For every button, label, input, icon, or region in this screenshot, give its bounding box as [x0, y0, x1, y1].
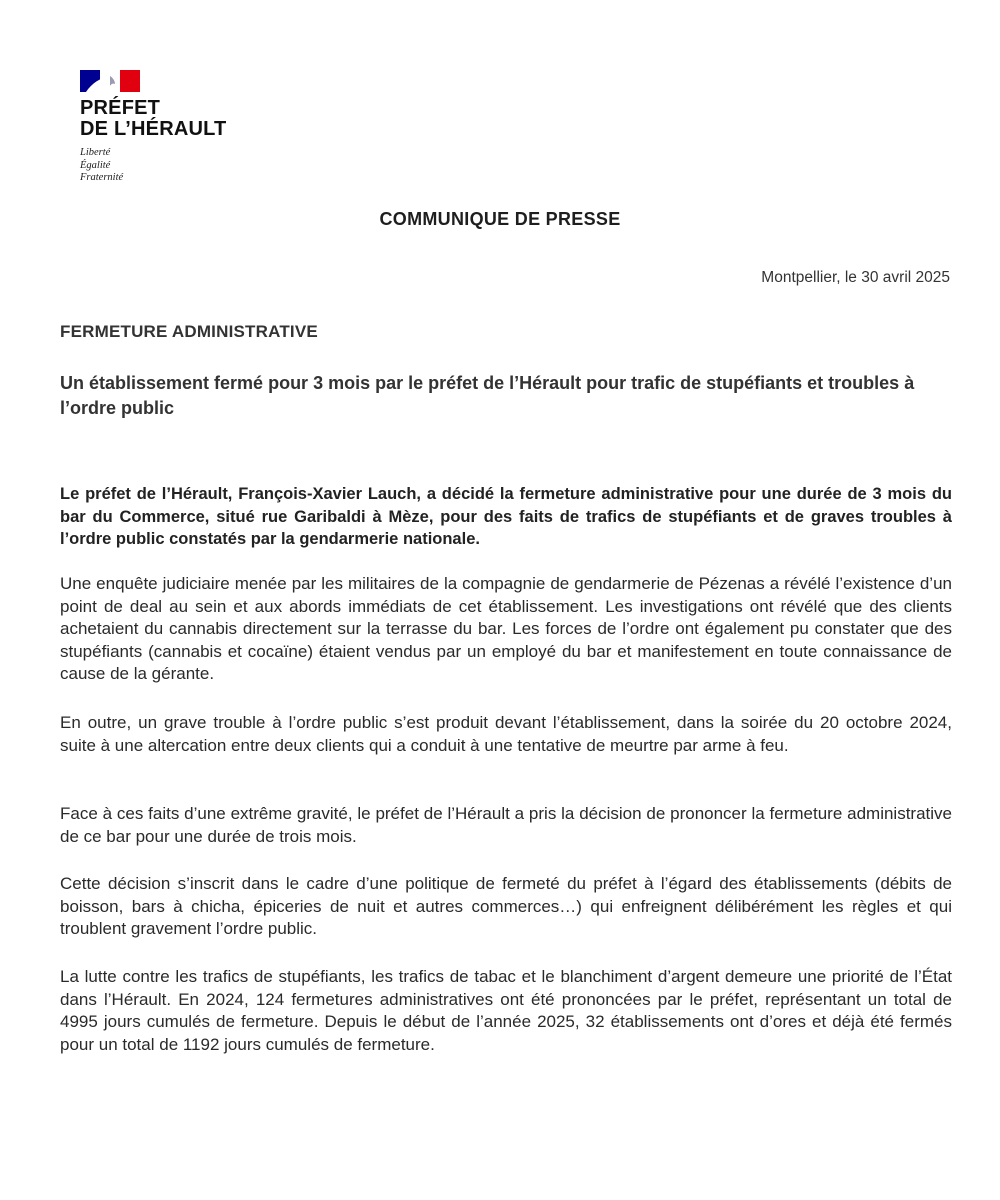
- body-paragraph-incident: En outre, un grave trouble à l’ordre public s’est produit devant l’établissement, dans la soirée du 20 octobre 2024, suite à une altercation entre deux clients qui a conduit à une tentative de meurtre par arme à feu.: [60, 713, 952, 755]
- section-label: FERMETURE ADMINISTRATIVE: [60, 322, 318, 341]
- body-paragraph-investigation: Une enquête judiciaire menée par les militaires de la compagnie de gendarmerie de Pézenas a révélé l’existence d’un point de deal au sein et aux abords immédiats de cet établissement. Les investigations ont révélé que des clients achetaient du cannabis directement sur la terrasse du bar. Les forces de l’ordre ont également pu constater que des stupéfiants (cannabis et cocaïne) étaient vendus par un employé du bar et manifestement en toute connaissance de cause de la gérante.: [60, 574, 952, 683]
- press-release-title: COMMUNIQUE DE PRESSE: [379, 209, 621, 229]
- republic-motto: [80, 147, 260, 185]
- body-paragraph-decision: Face à ces faits d’une extrême gravité, le préfet de l’Hérault a pris la décision de prononcer la fermeture administrative de ce bar pour une durée de trois mois.: [60, 804, 952, 846]
- body-paragraph-policy: Cette décision s’inscrit dans le cadre d’une politique de fermeté du préfet à l’égard des établissements (débits de boisson, bars à chicha, épiceries de nuit et autres commerces…) qui enfreignent délibérément les règles et qui troublent gravement l’ordre public.: [60, 874, 952, 938]
- prefecture-name-line1: PRÉFET: [80, 97, 161, 119]
- prefecture-name: [80, 98, 260, 140]
- date-line: Montpellier, le 30 avril 2025: [761, 269, 950, 286]
- motto-egalite: Égalité: [80, 159, 111, 171]
- lead-paragraph: Le préfet de l’Hérault, François-Xavier Lauch, a décidé la fermeture administrative pour une durée de 3 mois du bar du Commerce, situé rue Garibaldi à Mèze, pour des faits de trafics de stupéfiants et de graves troubles à l’ordre public constatés par la gendarmerie nationale.: [60, 485, 952, 548]
- marianne-flag-icon: [80, 70, 140, 92]
- motto-liberte: Liberté: [80, 147, 111, 158]
- prefecture-logo: [80, 70, 260, 185]
- body-paragraph-statistics: La lutte contre les trafics de stupéfiants, les trafics de tabac et le blanchiment d’argent demeure une priorité de l’État dans l’Hérault. En 2024, 124 fermetures administratives ont été prononcées par le préfet, représentant un total de 4995 jours cumulés de fermeture. Depuis le début de l’année 2025, 32 établissements ont d’ores et déjà été fermés pour un total de 1192 jours cumulés de fermeture.: [60, 967, 952, 1054]
- motto-fraternite: Fraternité: [80, 172, 124, 183]
- headline: Un établissement fermé pour 3 mois par le préfet de l’Hérault pour trafic de stupéfiants et troubles à l’ordre public: [60, 373, 915, 418]
- prefecture-name-line2: DE L’HÉRAULT: [80, 118, 227, 140]
